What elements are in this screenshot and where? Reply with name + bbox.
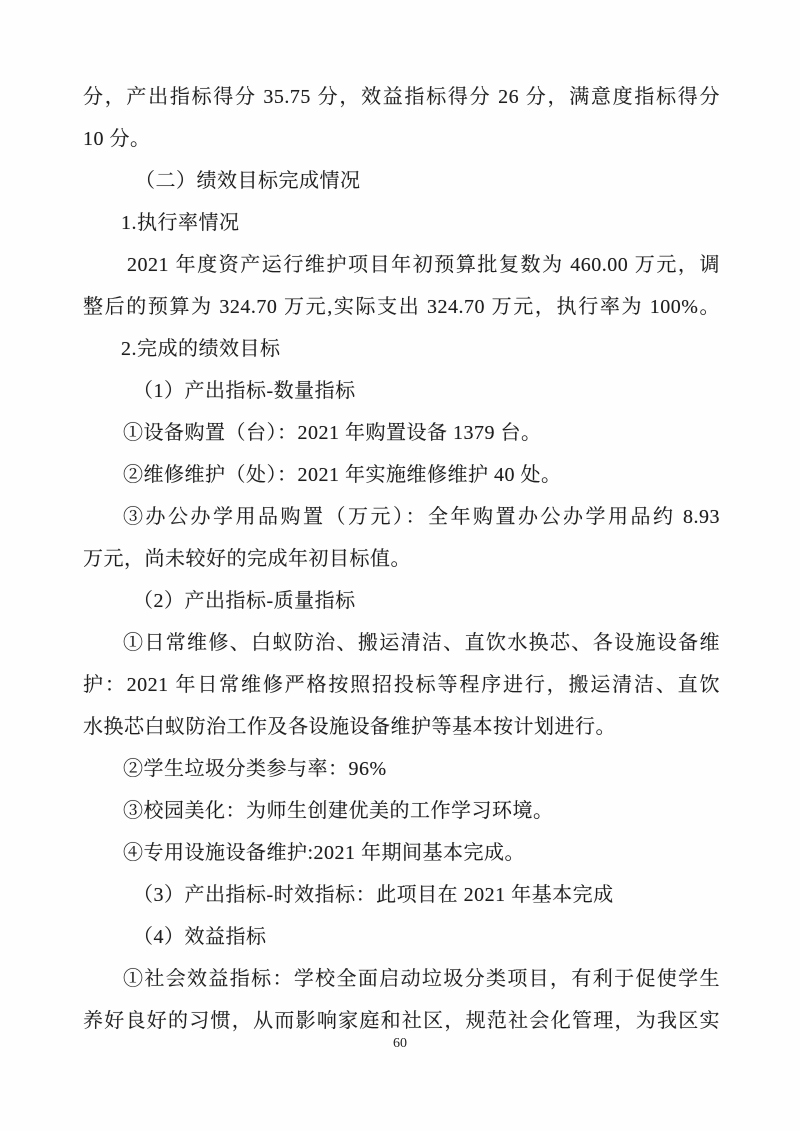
text-line: ①设备购置（台）：2021 年购置设备 1379 台。 <box>123 422 542 444</box>
text-line: （2）产出指标-质量指标 <box>133 590 356 612</box>
text-line: （二）绩效目标完成情况 <box>135 170 361 192</box>
text-line: （3）产出指标-时效指标：此项目在 2021 年基本完成 <box>133 884 614 906</box>
text-line: 2021 年度资产运行维护项目年初预算批复数为 460.00 万元，调 <box>127 254 720 276</box>
text-block <box>83 76 720 1042</box>
text-line: ②维修维护（处）：2021 年实施维修维护 40 处。 <box>123 464 562 486</box>
text-line: ④专用设施设备维护:2021 年期间基本完成。 <box>123 842 526 864</box>
text-line: （4）效益指标 <box>133 926 267 948</box>
text-line: ③校园美化：为师生创建优美的工作学习环境。 <box>123 800 554 822</box>
text-line: 10 分。 <box>83 128 151 150</box>
text-line: 水换芯白蚁防治工作及各设施设备维护等基本按计划进行。 <box>83 716 616 738</box>
page-number: 60 <box>393 1036 407 1051</box>
text-line: 分，产出指标得分 35.75 分，效益指标得分 26 分，满意度指标得分 <box>83 86 720 108</box>
text-line: 整后的预算为 324.70 万元,实际支出 324.70 万元，执行率为 100%。 <box>83 296 720 318</box>
text-line: 1.执行率情况 <box>121 212 240 234</box>
text-line: 养好良好的习惯，从而影响家庭和社区，规范社会化管理，为我区实 <box>83 1010 720 1032</box>
text-line: ②学生垃圾分类参与率：96% <box>123 758 387 780</box>
text-line: ①日常维修、白蚁防治、搬运清洁、直饮水换芯、各设施设备维 <box>123 632 720 654</box>
text-line: 2.完成的绩效目标 <box>121 338 281 360</box>
text-line: 万元，尚未较好的完成年初目标值。 <box>83 548 411 570</box>
text-line: 护：2021 年日常维修严格按照招投标等程序进行，搬运清洁、直饮 <box>83 674 720 696</box>
text-line: （1）产出指标-数量指标 <box>133 380 356 402</box>
text-line: ③办公办学用品购置（万元）：全年购置办公办学用品约 8.93 <box>123 506 720 528</box>
text-line: ①社会效益指标：学校全面启动垃圾分类项目，有利于促使学生 <box>123 968 720 990</box>
